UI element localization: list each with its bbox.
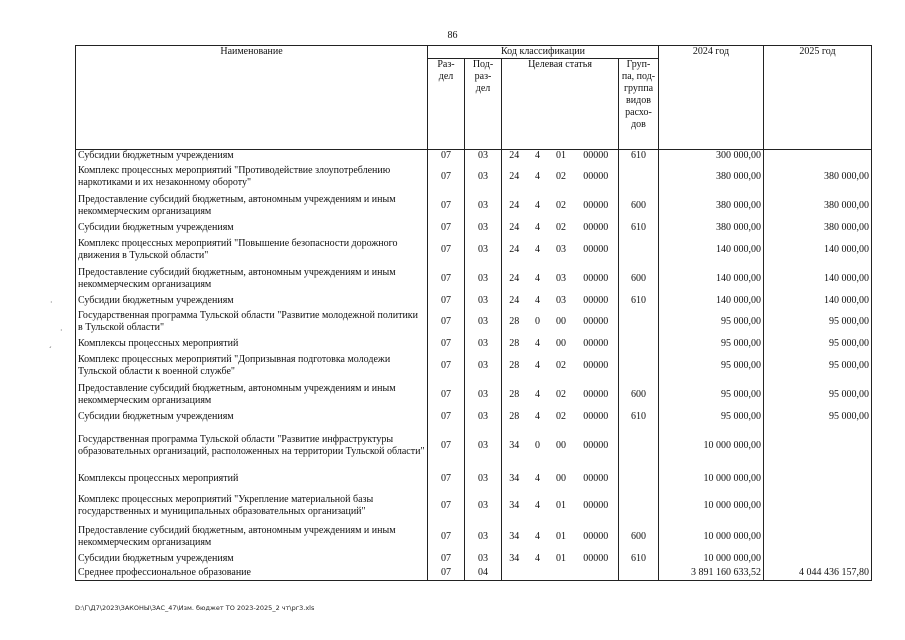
row-cs-code: 00000	[574, 468, 619, 490]
row-cs-type: 4	[535, 273, 540, 284]
row-cs-type: 4	[535, 221, 540, 233]
row-name: Комплекс процессных мероприятий "Допризывная подготовка молодежи Тульской области к военной службе"	[76, 352, 428, 381]
row-cs-program: 34	[509, 439, 520, 451]
row-podrazdel: 03	[465, 468, 502, 490]
row-podrazdel: 03	[465, 150, 502, 163]
row-cs-code: 00000	[574, 410, 619, 424]
row-amount-2024: 95 000,00	[659, 308, 764, 337]
row-amount-2025: 4 044 436 157,80	[764, 566, 872, 581]
row-vid-rashodov: 610	[619, 552, 659, 566]
row-vid-rashodov	[619, 566, 659, 581]
row-podrazdel: 03	[465, 352, 502, 381]
row-cs-complex: 02	[556, 360, 566, 371]
row-amount-2024: 10 000 000,00	[659, 552, 764, 566]
margin-mark: ´	[48, 346, 52, 355]
row-cs-complex: 00	[556, 439, 566, 451]
row-cs-type: 0	[535, 439, 540, 451]
row-cs-complex: 01	[556, 499, 566, 511]
table-row	[76, 294, 872, 308]
row-podrazdel: 03	[465, 265, 502, 294]
row-vid-rashodov	[619, 352, 659, 381]
table-row	[76, 566, 872, 581]
table-row	[76, 235, 872, 265]
row-cs-code: 00000	[574, 235, 619, 265]
table-row	[76, 337, 872, 352]
row-amount-2024: 380 000,00	[659, 163, 764, 192]
row-cs-complex: 00	[556, 338, 566, 349]
table-row	[76, 150, 872, 163]
row-razdel: 07	[428, 381, 465, 410]
row-cs-complex: 00	[556, 316, 566, 327]
row-vid-rashodov	[619, 490, 659, 522]
table-row	[76, 308, 872, 337]
row-razdel: 07	[428, 163, 465, 192]
row-amount-2025: 95 000,00	[764, 337, 872, 352]
table-row	[76, 490, 872, 522]
table-body	[76, 150, 872, 581]
row-podrazdel: 03	[465, 308, 502, 337]
row-podrazdel: 03	[465, 192, 502, 221]
row-name: Комплекс процессных мероприятий "Противодействие злоупотреблению наркотиками и их незаконному обороту"	[76, 163, 428, 192]
row-vid-rashodov	[619, 468, 659, 490]
row-name: Предоставление субсидий бюджетным, автономным учреждениям и иным некоммерческим организациям	[76, 522, 428, 552]
row-cs-code: 00000	[574, 352, 619, 381]
row-cs-complex: 00	[556, 472, 566, 484]
row-cs-type: 4	[535, 472, 540, 484]
row-cs-complex: 02	[556, 410, 566, 422]
row-cs-program: 24	[509, 243, 520, 255]
row-amount-2025	[764, 522, 872, 552]
row-vid-rashodov	[619, 424, 659, 468]
row-name: Субсидии бюджетным учреждениям	[76, 552, 428, 566]
row-cs-type: 4	[535, 389, 540, 400]
row-cs-code: 00000	[574, 381, 619, 410]
row-cs-complex: 02	[556, 389, 566, 400]
row-amount-2025: 95 000,00	[764, 352, 872, 381]
row-cs-code: 00000	[574, 163, 619, 192]
row-cs-code: 00000	[574, 294, 619, 308]
row-vid-rashodov	[619, 308, 659, 337]
table-row	[76, 381, 872, 410]
row-podrazdel: 04	[465, 566, 502, 581]
row-cs-program: 28	[509, 338, 520, 349]
row-cs-program: 28	[509, 360, 520, 371]
row-razdel: 07	[428, 424, 465, 468]
row-vid-rashodov: 600	[619, 522, 659, 552]
row-cs-program: 24	[509, 150, 520, 162]
row-razdel: 07	[428, 566, 465, 581]
row-cs-code	[574, 566, 619, 581]
row-cs-type: 4	[535, 294, 540, 306]
row-amount-2025	[764, 424, 872, 468]
row-podrazdel: 03	[465, 552, 502, 566]
row-name: Предоставление субсидий бюджетным, автономным учреждениям и иным некоммерческим организациям	[76, 381, 428, 410]
row-amount-2024: 3 891 160 633,52	[659, 566, 764, 581]
row-podrazdel: 03	[465, 337, 502, 352]
row-podrazdel: 03	[465, 235, 502, 265]
row-cs-program: 34	[509, 499, 520, 511]
row-cs-code: 00000	[574, 221, 619, 235]
row-podrazdel: 03	[465, 490, 502, 522]
row-cs-complex: 03	[556, 243, 566, 255]
table-row	[76, 221, 872, 235]
row-vid-rashodov	[619, 337, 659, 352]
row-amount-2024: 95 000,00	[659, 381, 764, 410]
header-year-2025: 2025 год	[764, 46, 872, 150]
row-cs-type: 4	[535, 530, 540, 542]
row-podrazdel: 03	[465, 410, 502, 424]
row-amount-2025: 95 000,00	[764, 381, 872, 410]
row-name: Комплекс процессных мероприятий "Повышение безопасности дорожного движения в Тульской области"	[76, 235, 428, 265]
row-razdel: 07	[428, 352, 465, 381]
row-razdel: 07	[428, 150, 465, 163]
table-row	[76, 410, 872, 424]
row-cs-complex	[549, 566, 574, 581]
row-cs-type: 4	[535, 150, 540, 162]
row-razdel: 07	[428, 192, 465, 221]
margin-mark: ·	[50, 298, 53, 307]
row-amount-2024: 10 000 000,00	[659, 468, 764, 490]
row-razdel: 07	[428, 552, 465, 566]
row-vid-rashodov: 610	[619, 150, 659, 163]
row-cs-type: 4	[535, 200, 540, 211]
row-cs-code: 00000	[574, 308, 619, 337]
row-vid-rashodov	[619, 235, 659, 265]
row-vid-rashodov: 610	[619, 294, 659, 308]
row-podrazdel: 03	[465, 221, 502, 235]
budget-table	[75, 45, 872, 581]
margin-mark: ·	[60, 326, 63, 335]
row-cs-program: 24	[509, 171, 520, 182]
row-cs-type: 4	[535, 338, 540, 349]
row-podrazdel: 03	[465, 424, 502, 468]
row-cs-complex: 02	[556, 171, 566, 182]
row-razdel: 07	[428, 337, 465, 352]
header-kod-klassifikacii: Код классификации	[428, 46, 659, 59]
row-amount-2024: 95 000,00	[659, 352, 764, 381]
row-cs-code: 00000	[574, 265, 619, 294]
row-cs-complex: 03	[556, 273, 566, 284]
row-vid-rashodov: 600	[619, 381, 659, 410]
row-name: Субсидии бюджетным учреждениям	[76, 150, 428, 163]
row-amount-2024: 95 000,00	[659, 410, 764, 424]
row-cs-program: 24	[509, 273, 520, 284]
row-amount-2024: 140 000,00	[659, 235, 764, 265]
row-vid-rashodov: 610	[619, 410, 659, 424]
row-podrazdel: 03	[465, 381, 502, 410]
row-name: Комплекс процессных мероприятий "Укрепление материальной базы государственных и муниципальных образовательных организаций"	[76, 490, 428, 522]
row-amount-2024: 380 000,00	[659, 221, 764, 235]
row-name: Предоставление субсидий бюджетным, автономным учреждениям и иным некоммерческим организациям	[76, 192, 428, 221]
row-razdel: 07	[428, 308, 465, 337]
row-amount-2025	[764, 490, 872, 522]
row-amount-2024: 95 000,00	[659, 337, 764, 352]
row-vid-rashodov: 600	[619, 192, 659, 221]
row-name: Государственная программа Тульской области "Развитие инфраструктуры образовательных организаций, расположенных на территории Тульской области"	[76, 424, 428, 468]
row-cs-program: 24	[509, 294, 520, 306]
row-cs-complex: 02	[556, 221, 566, 233]
row-amount-2025: 380 000,00	[764, 221, 872, 235]
header-razdel: Раз- дел	[428, 59, 465, 150]
row-amount-2024: 380 000,00	[659, 192, 764, 221]
row-name: Предоставление субсидий бюджетным, автономным учреждениям и иным некоммерческим организациям	[76, 265, 428, 294]
header-celevaya-statya: Целевая статья	[502, 59, 619, 150]
header-name: Наименование	[76, 46, 428, 150]
row-name: Государственная программа Тульской области "Развитие молодежной политики в Тульской области"	[76, 308, 428, 337]
row-vid-rashodov: 610	[619, 221, 659, 235]
row-amount-2025	[764, 552, 872, 566]
row-name: Субсидии бюджетным учреждениям	[76, 294, 428, 308]
row-cs-type: 4	[535, 360, 540, 371]
row-vid-rashodov: 600	[619, 265, 659, 294]
row-cs-code: 00000	[574, 150, 619, 163]
table-row	[76, 192, 872, 221]
row-amount-2025: 380 000,00	[764, 192, 872, 221]
row-name: Субсидии бюджетным учреждениям	[76, 221, 428, 235]
row-amount-2025: 140 000,00	[764, 265, 872, 294]
row-cs-type: 4	[535, 410, 540, 422]
table-row	[76, 522, 872, 552]
row-amount-2025: 380 000,00	[764, 163, 872, 192]
row-cs-complex: 01	[556, 150, 566, 162]
table-row	[76, 163, 872, 192]
row-name: Субсидии бюджетным учреждениям	[76, 410, 428, 424]
row-podrazdel: 03	[465, 163, 502, 192]
header-vid-rashodov: Груп- па, под- группа видов расхо- дов	[619, 59, 659, 150]
row-cs-complex: 01	[556, 530, 566, 542]
row-cs-code: 00000	[574, 490, 619, 522]
row-cs-code: 00000	[574, 424, 619, 468]
row-cs-program: 28	[509, 389, 520, 400]
row-amount-2025	[764, 468, 872, 490]
row-cs-program: 24	[509, 221, 520, 233]
row-podrazdel: 03	[465, 522, 502, 552]
table-row	[76, 552, 872, 566]
row-name: Среднее профессиональное образование	[76, 566, 428, 581]
row-cs-program: 34	[509, 552, 520, 564]
row-razdel: 07	[428, 468, 465, 490]
row-amount-2025: 140 000,00	[764, 294, 872, 308]
table-row	[76, 265, 872, 294]
row-cs-code: 00000	[574, 522, 619, 552]
row-amount-2024: 140 000,00	[659, 265, 764, 294]
row-cs-program	[502, 566, 527, 581]
row-cs-type: 4	[535, 499, 540, 511]
row-amount-2024: 10 000 000,00	[659, 424, 764, 468]
row-cs-type: 4	[535, 552, 540, 564]
row-amount-2025: 95 000,00	[764, 308, 872, 337]
row-cs-program: 28	[509, 316, 520, 327]
row-amount-2025: 95 000,00	[764, 410, 872, 424]
page-number: 86	[447, 30, 458, 41]
row-razdel: 07	[428, 265, 465, 294]
row-cs-program: 24	[509, 200, 520, 211]
row-razdel: 07	[428, 410, 465, 424]
row-cs-code: 00000	[574, 192, 619, 221]
row-vid-rashodov	[619, 163, 659, 192]
row-razdel: 07	[428, 294, 465, 308]
row-name: Комплексы процессных мероприятий	[76, 468, 428, 490]
row-cs-program: 34	[509, 472, 520, 484]
table-row	[76, 352, 872, 381]
row-cs-program: 28	[509, 410, 520, 422]
row-razdel: 07	[428, 490, 465, 522]
row-name: Комплексы процессных мероприятий	[76, 337, 428, 352]
row-amount-2024: 300 000,00	[659, 150, 764, 163]
table-row	[76, 424, 872, 468]
row-amount-2024: 140 000,00	[659, 294, 764, 308]
row-cs-type: 4	[535, 243, 540, 255]
row-cs-code: 00000	[574, 552, 619, 566]
row-cs-type: 4	[535, 171, 540, 182]
row-podrazdel: 03	[465, 294, 502, 308]
header-year-2024: 2024 год	[659, 46, 764, 150]
row-amount-2025	[764, 150, 872, 163]
row-razdel: 07	[428, 235, 465, 265]
row-cs-type	[527, 566, 549, 581]
row-cs-code: 00000	[574, 337, 619, 352]
row-razdel: 07	[428, 522, 465, 552]
table-row	[76, 468, 872, 490]
row-amount-2024: 10 000 000,00	[659, 490, 764, 522]
row-cs-complex: 03	[556, 294, 566, 306]
row-cs-complex: 01	[556, 552, 566, 564]
row-cs-type: 0	[535, 316, 540, 327]
row-amount-2024: 10 000 000,00	[659, 522, 764, 552]
row-cs-complex: 02	[556, 200, 566, 211]
file-path-footer: D:\Г\Д7\2023\ЗАКОНЫ\ЗАС_47\Изм. бюджет ТО 2023-2025_2 чт\рг3.xls	[75, 604, 315, 612]
row-cs-program: 34	[509, 530, 520, 542]
row-amount-2025: 140 000,00	[764, 235, 872, 265]
row-razdel: 07	[428, 221, 465, 235]
header-podrazdel: Под- раз- дел	[465, 59, 502, 150]
